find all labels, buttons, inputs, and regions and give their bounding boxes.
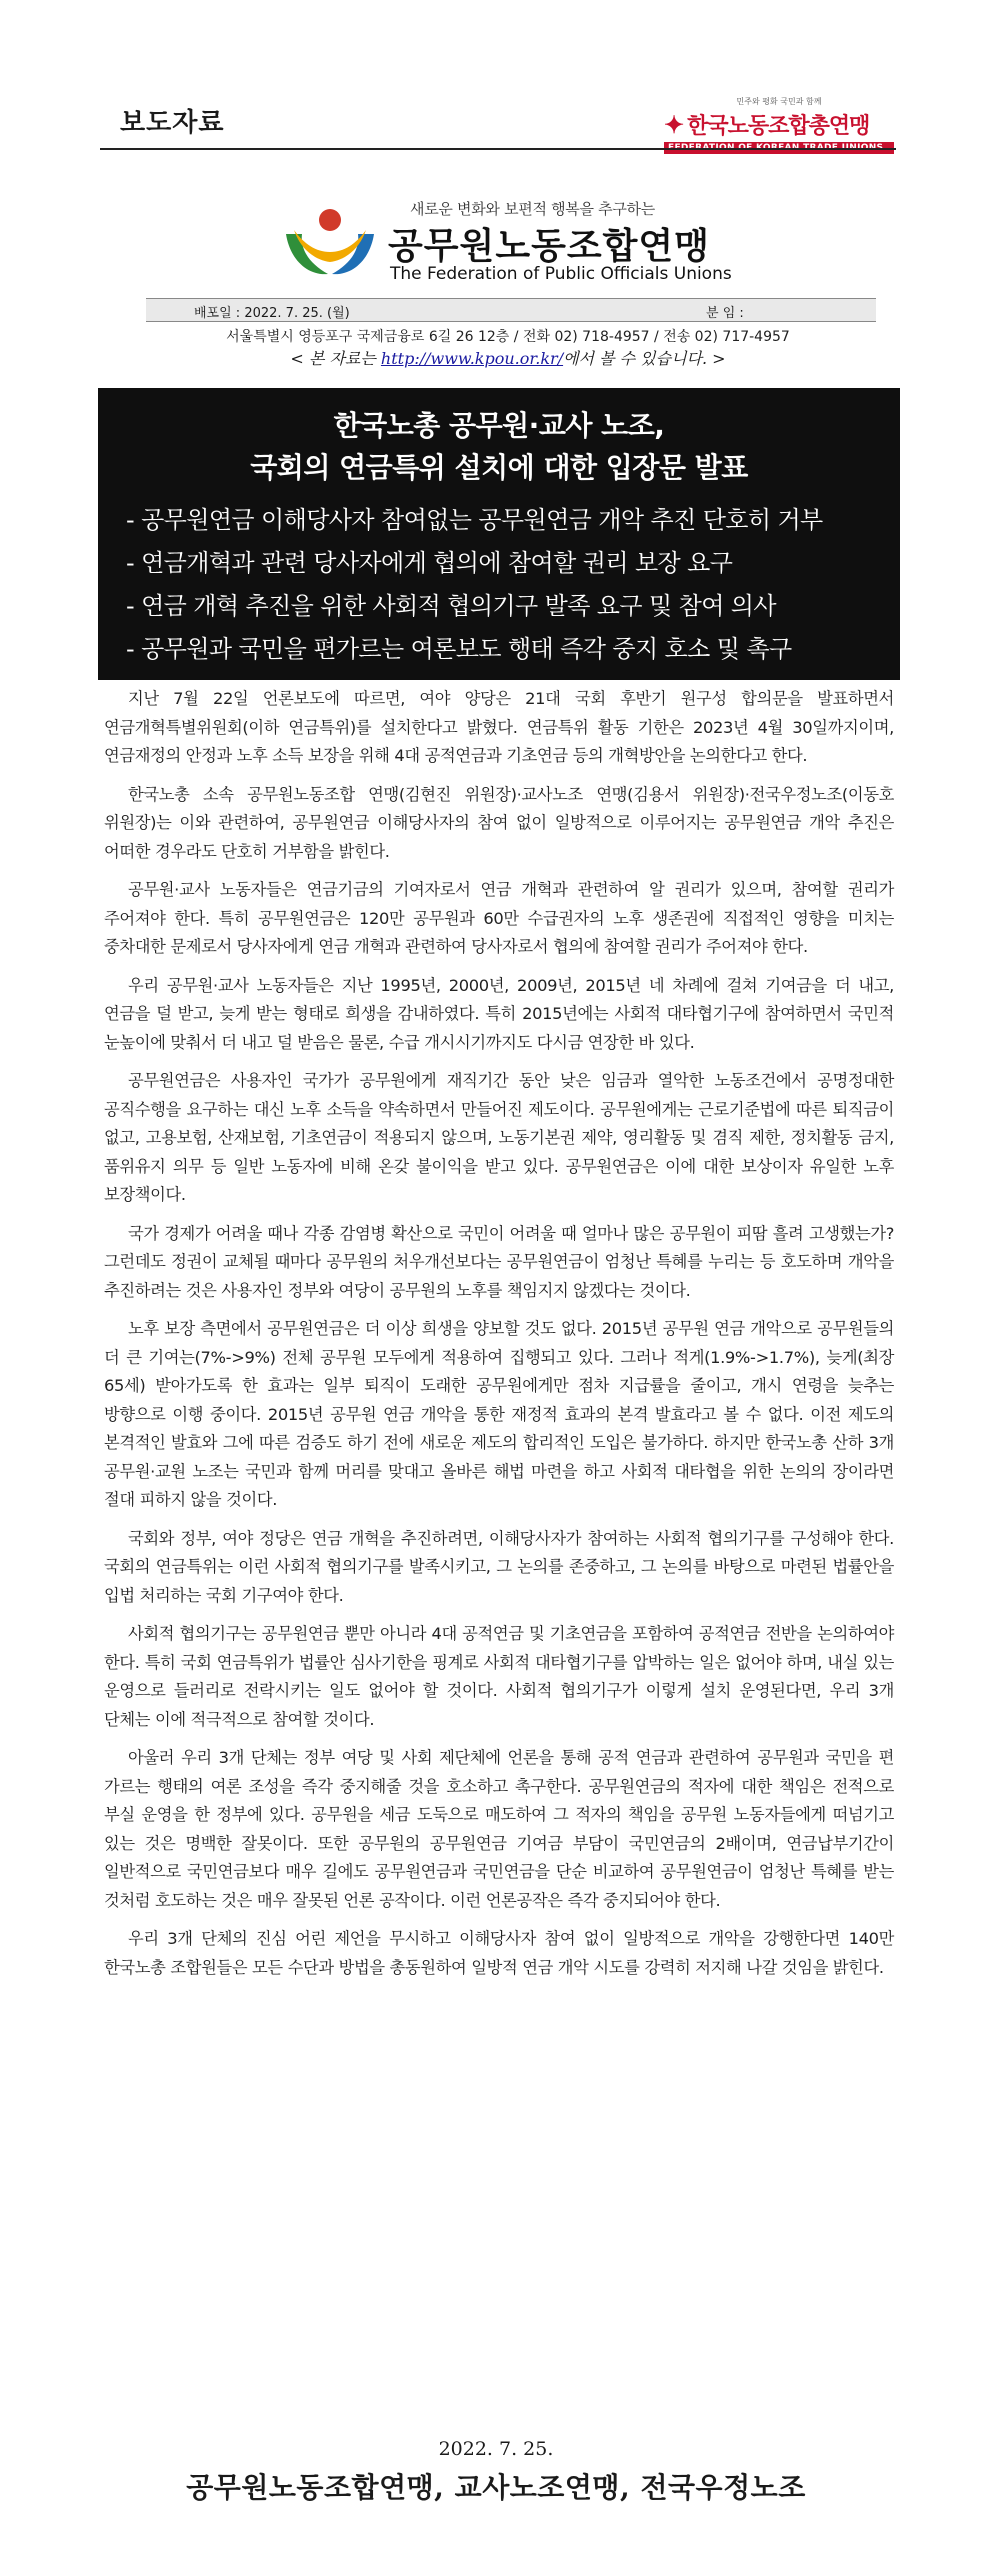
body-paragraph: 한국노총 소속 공무원노동조합 연맹(김현진 위원장)·교사노조 연맹(김용서 위원장)·전국우정노조(이동호 위원장)는 이와 관련하여, 공무원연금 이해당사자의 참여 없이 일방적으로 이루어지는 공무원연금 개악 추진은 어떠한 경우라도 단호히 거부함을 밝힌다. <box>104 784 894 861</box>
kctu-logo <box>664 96 894 154</box>
union-english-name: The Federation of Public Officials Unions <box>390 264 732 284</box>
release-date: 배포일 : 2022. 7. 25. (월) <box>194 306 350 321</box>
website-link[interactable]: http://www.kpou.or.kr/ <box>380 349 564 368</box>
header-divider <box>100 148 896 150</box>
body-paragraph: 공무원연금은 사용자인 국가가 공무원에게 재직기간 동안 낮은 임금과 열악한 노동조건에서 공명정대한 공직수행을 요구하는 대신 노후 소득을 약속하면서 만들어진 제도이다. 공무원에게는 근로기준법에 따른 퇴직금이 없고, 고용보험, 산재보험, 기초연금이 적용되지 않으며, 노동기본권 제약, 영리활동 및 겸직 제한, 정치활동 금지, 품위유지 의무 등 일반 노동자에 비해 온갖 불이익을 받고 있다. 공무원연금은 이에 대한 보상이자 유일한 노후 보장책이다. <box>104 1071 894 1204</box>
body-paragraph: 아울러 우리 3개 단체는 정부 여당 및 사회 제단체에 언론을 통해 공적 연금과 관련하여 공무원과 국민을 편 가르는 행태의 여론 조성을 즉각 중지해줄 것을 호소하고 촉구한다. 공무원연금의 적자에 대한 책임은 전적으로 부실 운영을 한 정부에 있다. 공무원을 세금 도둑으로 매도하여 그 적자의 책임을 공무원 노동자들에게 떠넘기고 있는 것은 명백한 잘못이다. 또한 공무원의 공무원연금 기여금 부담이 국민연금의 2배이며, 연금납부기간이 일반적으로 국민연금보다 매우 길에도 공무원연금과 국민연금을 단순 비교하여 공무원연금이 엄청난 특혜를 받는 것처럼 호도하는 것은 매우 잘못된 언론 공작이다. 이런 언론공작은 즉각 중지되어야 한다. <box>104 1748 894 1910</box>
notice-suffix: 에서 볼 수 있습니다. > <box>563 349 726 368</box>
body-paragraph: 우리 3개 단체의 진심 어린 제언을 무시하고 이해당사자 참여 없이 일방적으로 개악을 강행한다면 140만 한국노총 조합원들은 모든 수단과 방법을 총동원하여 일방적 연금 개악 시도를 강력히 저지해 나갈 것임을 밝힌다. <box>104 1929 894 1977</box>
body-paragraph: 노후 보장 측면에서 공무원연금은 더 이상 희생을 양보할 것도 없다. 2015년 공무원 연금 개악으로 공무원들의 더 큰 기여는(7%->9%) 전체 공무원 모두에게 적용하여 집행되고 있다. 그러나 적게(1.9%->1.7%), 늦게(최장 65세) 받아가도록 한 효과는 일부 퇴직이 도래한 공무원에게만 점차 지급률을 줄이고, 개시 연령을 늦추는 방향으로 이행 중이다. 2015년 공무원 연금 개악을 통한 재정적 효과의 본격 발효라고 볼 수 없다. 이전 제도의 본격적인 발효와 그에 따른 검증도 하기 전에 새로운 제도의 합리적인 도입은 불가하다. 하지만 한국노총 산하 3개 공무원·교원 노조는 국민과 함께 머리를 맞대고 올바른 해법 마련을 하고 사회적 대타협을 위한 논의의 장이라면 절대 피하지 않을 것이다. <box>104 1319 894 1509</box>
release-info-bar <box>146 298 876 322</box>
body-paragraph: 사회적 협의기구는 공무원연금 뿐만 아니라 4대 공적연금 및 기초연금을 포함하여 공적연금 전반을 논의하여야 한다. 특히 국회 연금특위가 법률안 심사기한을 핑계로 사회적 대타협기구를 압박하는 일은 없어야 하며, 내실 있는 운영으로 들러리로 전락시키는 일도 없어야 할 것이다. 사회적 협의기구가 이렇게 설치 운영된다면, 우리 3개 단체는 이에 적극적으로 참여할 것이다. <box>104 1624 894 1729</box>
statement-body <box>104 685 894 1992</box>
union-logo-icon <box>280 204 380 282</box>
kctu-english-name: FEDERATION OF KOREAN TRADE UNIONS <box>664 142 894 154</box>
press-header <box>98 96 894 153</box>
union-slogan: 새로운 변화와 보편적 행복을 추구하는 <box>410 200 655 218</box>
headline-box <box>98 388 900 680</box>
subheadline: - 공무원과 국민을 편가르는 여론보도 행태 즉각 중지 호소 및 촉구 <box>126 635 792 663</box>
body-paragraph: 지난 7월 22일 언론보도에 따르면, 여야 양당은 21대 국회 후반기 원구성 합의문을 발표하면서 연금개혁특별위원회(이하 연금특위)를 설치한다고 밝혔다. 연금특위 활동 기한은 2023년 4월 30일까지이며, 연금재정의 안정과 노후 소득 보장을 위해 4대 공적연금과 기초연금 등의 개혁방안을 논의한다고 한다. <box>104 689 894 765</box>
subheadline: - 연금개혁과 관련 당사자에게 협의에 참여할 권리 보장 요구 <box>126 549 733 577</box>
notice-prefix: < 본 자료는 <box>290 349 381 368</box>
embargo-label: 분 임 : <box>706 306 744 321</box>
subheadline: - 공무원연금 이해당사자 참여없는 공무원연금 개악 추진 단호히 거부 <box>126 506 823 534</box>
contact-info: 서울특별시 영등포구 국제금융로 6길 26 12층 / 전화 02) 718-4957 / 전송 02) 717-4957 <box>226 329 790 345</box>
union-header <box>280 198 840 288</box>
kctu-name: 한국노동조합총연맹 <box>687 114 870 139</box>
union-name: 공무원노동조합연맹 <box>388 226 710 267</box>
press-release-label: 보도자료 <box>120 108 225 138</box>
headline-line-1: 한국노총 공무원·교사 노조, <box>333 409 665 442</box>
closing-date: 2022. 7. 25. <box>438 2438 554 2460</box>
kctu-name-row <box>664 109 894 140</box>
kctu-slogan: 민주와 평화 국민과 함께 <box>736 97 822 106</box>
body-paragraph: 국가 경제가 어려울 때나 각종 감염병 확산으로 국민이 어려울 때 얼마나 많은 공무원이 피땀 흘려 고생했는가? 그런데도 정권이 교체될 때마다 공무원의 처우개선보다는 공무원연금이 엄청난 특혜를 누리는 등 호도하며 개악을 추진하려는 것은 사용자인 정부와 여당이 공무원의 노후를 책임지지 않겠다는 것이다. <box>104 1223 894 1300</box>
signatory-organizations: 공무원노동조합연맹, 교사노조연맹, 전국우정노조 <box>186 2471 806 2504</box>
website-notice <box>128 346 888 369</box>
headline-line-2: 국회의 연금특위 설치에 대한 입장문 발표 <box>250 451 748 484</box>
body-paragraph: 우리 공무원·교사 노동자들은 지난 1995년, 2000년, 2009년, 2015년 네 차례에 걸쳐 기여금을 더 내고, 연금을 덜 받고, 늦게 받는 형태로 희생을 감내하였다. 특히 2015년에는 사회적 대타협기구에 참여하면서 국민적 눈높이에 맞춰서 더 내고 덜 받음은 물론, 수급 개시시기까지도 다시금 연장한 바 있다. <box>104 975 894 1052</box>
body-paragraph: 공무원·교사 노동자들은 연금기금의 기여자로서 연금 개혁과 관련하여 알 권리가 있으며, 참여할 권리가 주어져야 한다. 특히 공무원연금은 120만 공무원과 60만 수급권자의 노후 생존권에 직접적인 영향을 미치는 중차대한 문제로서 당사자에게 연금 개혁과 관련하여 당사자로서 협의에 참여할 권리가 주어져야 한다. <box>104 880 894 956</box>
body-paragraph: 국회와 정부, 여야 정당은 연금 개혁을 추진하려면, 이해당사자가 참여하는 사회적 협의기구를 구성해야 한다. 국회의 연금특위는 이런 사회적 협의기구를 발족시키고, 그 논의를 존중하고, 그 논의를 바탕으로 마련된 법률안을 입법 처리하는 국회 기구여야 한다. <box>104 1528 894 1605</box>
kctu-mark-icon: ✦ <box>664 110 684 139</box>
subheadline: - 연금 개혁 추진을 위한 사회적 협의기구 발족 요구 및 참여 의사 <box>126 592 776 620</box>
